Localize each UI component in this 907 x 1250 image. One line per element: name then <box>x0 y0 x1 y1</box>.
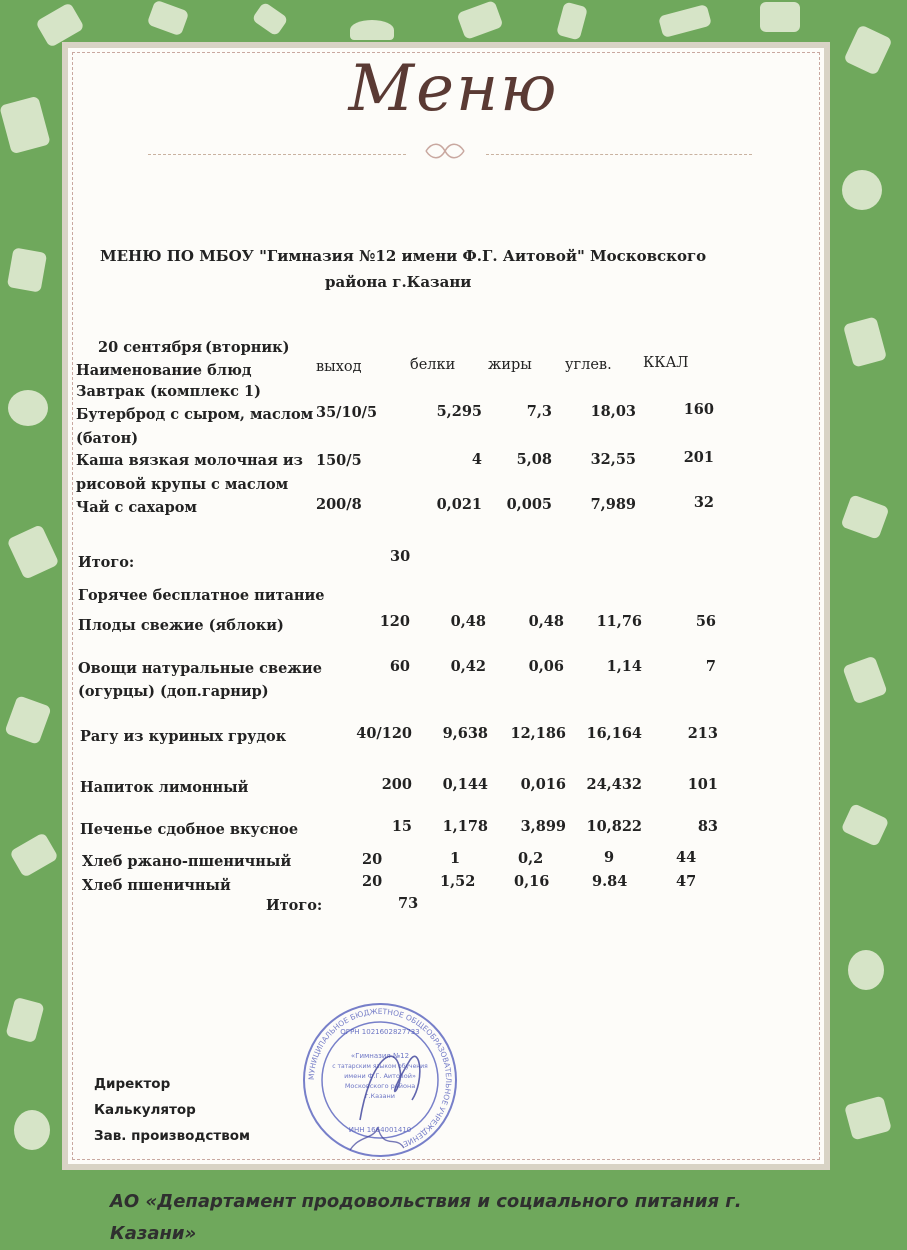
stamp-center-line2: с татарским языком обучения <box>332 1063 428 1070</box>
dish-name: Напиток лимонный <box>80 779 249 796</box>
menu-script-title: Меню <box>348 52 559 126</box>
dish-name: Чай с сахаром <box>76 499 197 516</box>
output-value: 120 <box>379 613 410 630</box>
dish-name-cont: (огурцы) (доп.гарнир) <box>78 683 269 700</box>
fat-value: 12,186 <box>510 725 566 742</box>
section-lunch: Горячее бесплатное питание <box>78 587 325 604</box>
dish-name: Плоды свежие (яблоки) <box>78 617 284 634</box>
menu-date: 20 сентября <box>98 339 203 356</box>
header-dish: Наименование блюд <box>76 362 252 379</box>
dish-name: Печенье сдобное вкусное <box>80 821 299 838</box>
carbs-value: 16,164 <box>586 725 642 742</box>
stamp-center-line3: имени Ф.Г. Аитовой» <box>344 1072 416 1080</box>
carbs-value: 24,432 <box>586 776 642 793</box>
fat-value: 0,005 <box>506 496 552 513</box>
fat-value: 3,899 <box>520 818 566 835</box>
protein-value: 0,48 <box>450 613 486 630</box>
header-protein: белки <box>410 357 456 373</box>
fat-value: 7,3 <box>526 403 552 420</box>
kcal-value: 47 <box>676 873 697 890</box>
dish-name: Рагу из куриных грудок <box>80 728 287 745</box>
output-value: 20 <box>362 873 383 890</box>
ornament-line-left <box>148 154 406 155</box>
output-value: 20 <box>362 851 383 868</box>
kcal-value: 44 <box>676 849 697 866</box>
lunch-total-label: Итого: <box>266 897 323 914</box>
fat-value: 0,06 <box>528 658 564 675</box>
header-fat: жиры <box>488 357 532 373</box>
stamp-center-line4: Московского района <box>344 1082 416 1090</box>
dish-name: Каша вязкая молочная из <box>76 452 303 469</box>
header-output: выход <box>316 359 362 375</box>
official-stamp <box>300 1000 460 1160</box>
fat-value: 0,16 <box>514 873 550 890</box>
carbs-value: 9.84 <box>592 873 628 890</box>
fat-value: 0,016 <box>520 776 566 793</box>
carbs-value: 18,03 <box>590 403 636 420</box>
kcal-value: 56 <box>695 613 716 630</box>
breakfast-total-label: Итого: <box>78 554 135 571</box>
section-breakfast: Завтрак (комплекс 1) <box>76 383 261 400</box>
carbs-value: 10,822 <box>586 818 642 835</box>
kcal-value: 213 <box>687 725 718 742</box>
protein-value: 1,52 <box>440 873 476 890</box>
fat-value: 0,2 <box>518 850 544 867</box>
kcal-value: 83 <box>697 818 718 835</box>
signature-director: Директор <box>94 1076 171 1092</box>
kcal-value: 160 <box>683 401 714 418</box>
carbs-value: 32,55 <box>590 451 636 468</box>
header-kcal: ККАЛ <box>643 355 689 371</box>
header-carbs: углев. <box>565 357 612 373</box>
protein-value: 1 <box>450 850 461 867</box>
stamp-center-line5: г.Казани <box>365 1092 395 1100</box>
output-value: 150/5 <box>316 452 362 469</box>
menu-heading-line2: района г.Казани <box>325 273 472 291</box>
output-value: 35/10/5 <box>316 404 378 421</box>
flourish-icon <box>422 140 468 162</box>
stamp-ring-text: МУНИЦИПАЛЬНОЕ БЮДЖЕТНОЕ ОБЩЕОБРАЗОВАТЕЛЬНОЕ УЧРЕЖДЕНИЕ <box>306 1006 454 1149</box>
signature-calculator: Калькулятор <box>94 1102 196 1118</box>
dish-name-cont: рисовой крупы с маслом <box>76 476 289 493</box>
output-value: 200 <box>381 776 412 793</box>
carbs-value: 11,76 <box>596 613 642 630</box>
stamp-center-line1: «Гимназия №12 <box>350 1052 410 1060</box>
fat-value: 0,48 <box>528 613 564 630</box>
menu-heading-line1: МЕНЮ ПО МБОУ "Гимназия №12 имени Ф.Г. Аитовой" Московского <box>100 247 707 265</box>
protein-value: 5,295 <box>436 403 482 420</box>
stamp-inn: ИНН 1664001410 <box>348 1126 412 1134</box>
dish-name: Хлеб ржано-пшеничный <box>82 853 292 870</box>
output-value: 40/120 <box>356 725 412 742</box>
fat-value: 5,08 <box>516 451 552 468</box>
menu-weekday: (вторник) <box>205 339 290 356</box>
kcal-value: 101 <box>687 776 718 793</box>
kcal-value: 32 <box>693 494 714 511</box>
dish-name: Овощи натуральные свежие <box>78 660 322 677</box>
kcal-value: 201 <box>683 449 714 466</box>
protein-value: 4 <box>471 451 482 468</box>
protein-value: 0,42 <box>450 658 486 675</box>
dashed-border <box>72 52 820 1160</box>
breakfast-total-value: 30 <box>390 548 411 565</box>
protein-value: 0,021 <box>436 496 482 513</box>
dish-name: Хлеб пшеничный <box>82 877 231 894</box>
carbs-value: 7,989 <box>590 496 636 513</box>
protein-value: 0,144 <box>442 776 488 793</box>
output-value: 200/8 <box>316 496 362 513</box>
kcal-value: 7 <box>705 658 716 675</box>
output-value: 15 <box>391 818 412 835</box>
carbs-value: 9 <box>604 849 615 866</box>
footer-organization: АО «Департамент продовольствия и социального питания г. Казани» <box>110 1191 742 1244</box>
dish-name-cont: (батон) <box>76 430 139 447</box>
output-value: 60 <box>389 658 410 675</box>
lunch-total-value: 73 <box>398 895 419 912</box>
dish-name: Бутерброд с сыром, маслом <box>76 406 314 423</box>
protein-value: 9,638 <box>442 725 488 742</box>
ornament-line-right <box>486 154 752 155</box>
protein-value: 1,178 <box>442 818 488 835</box>
signature-production: Зав. производством <box>94 1128 251 1144</box>
stamp-ogrn: ОГРН 1021602827733 <box>340 1028 420 1036</box>
carbs-value: 1,14 <box>606 658 642 675</box>
